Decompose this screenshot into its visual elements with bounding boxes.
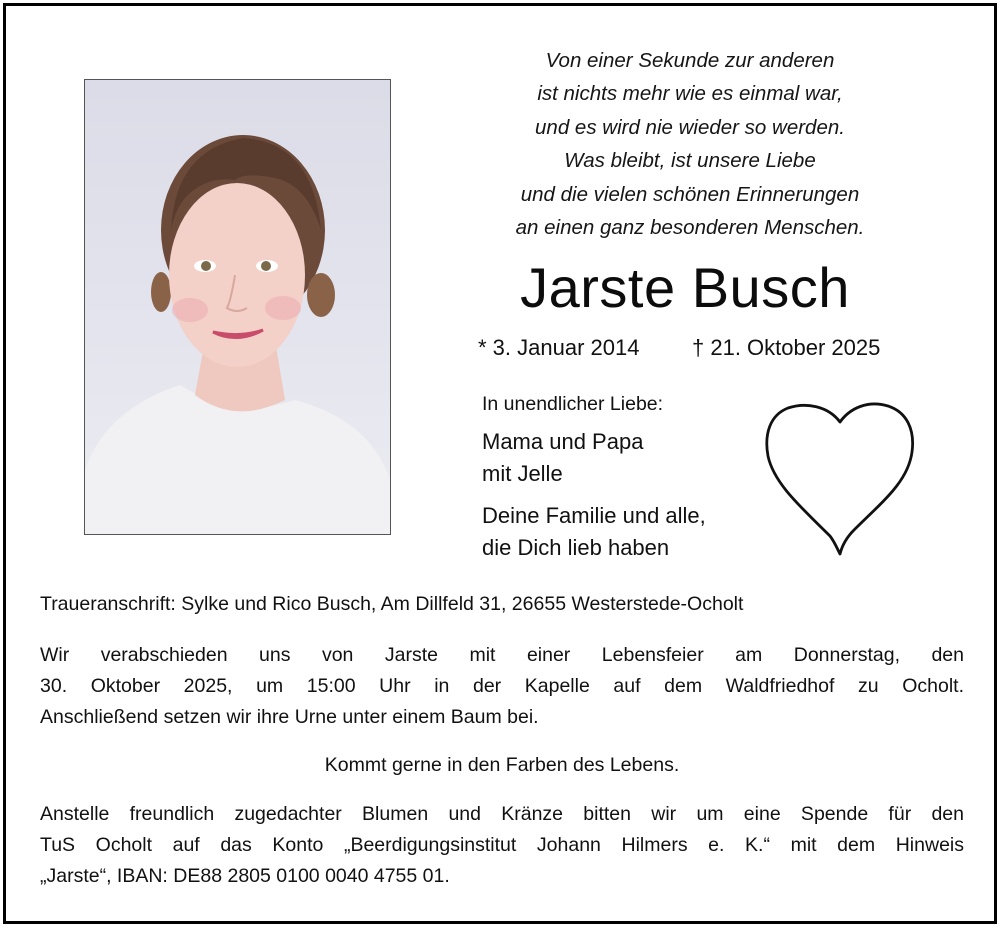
death-date: † 21. Oktober 2025 — [692, 335, 881, 360]
donation-line: Anstelle freundlich zugedachter Blumen und Kränze bitten wir um eine Spende für den — [40, 803, 964, 825]
mourners-intro: In unendlicher Liebe: — [482, 393, 664, 415]
mourners-group-parents — [482, 426, 643, 490]
mourning-address: Traueranschrift: Sylke und Rico Busch, Am Dillfeld 31, 26655 Westerstede-Ocholt — [40, 593, 744, 615]
mourner-line: mit Jelle — [482, 461, 563, 486]
deceased-name: Jarste Busch — [520, 256, 850, 319]
ceremony-line: 30. Oktober 2025, um 15:00 Uhr in der Kapelle auf dem Waldfriedhof zu Ocholt. — [40, 675, 964, 697]
donation-line: TuS Ocholt auf das Konto „Beerdigungsinstitut Johann Hilmers e. K.“ mit dem Hinweis — [40, 834, 964, 856]
mourners-group-family — [482, 500, 706, 564]
mourner-line: Deine Familie und alle, — [482, 503, 706, 528]
birth-date: * 3. Januar 2014 — [478, 335, 640, 360]
poem-line: an einen ganz besonderen Menschen. — [515, 216, 865, 240]
portrait-illustration — [85, 80, 390, 534]
mourner-line: Mama und Papa — [482, 429, 644, 454]
ceremony-line: Anschließend setzen wir ihre Urne unter einem Baum bei. — [40, 706, 539, 728]
portrait-photo — [84, 79, 391, 535]
donation-paragraph — [40, 799, 964, 892]
poem-line: Von einer Sekunde zur anderen — [545, 49, 835, 72]
heart-outline-icon — [762, 400, 918, 556]
poem — [470, 44, 910, 244]
poem-line: Was bleibt, ist unsere Liebe — [564, 149, 816, 173]
mourner-line: die Dich lieb haben — [482, 535, 670, 560]
ceremony-line: Wir verabschieden uns von Jarste mit einer Lebensfeier am Donnerstag, den — [40, 644, 964, 666]
ceremony-paragraph — [40, 640, 964, 733]
dress-note: Kommt gerne in den Farben des Lebens. — [324, 754, 680, 776]
poem-line: und die vielen schönen Erinnerungen — [520, 182, 860, 206]
poem-line: und es wird nie wieder so werden. — [535, 115, 845, 139]
donation-line: „Jarste“, IBAN: DE88 2805 0100 0040 4755 01. — [40, 865, 450, 887]
poem-line: ist nichts mehr wie es einmal war, — [537, 82, 843, 106]
